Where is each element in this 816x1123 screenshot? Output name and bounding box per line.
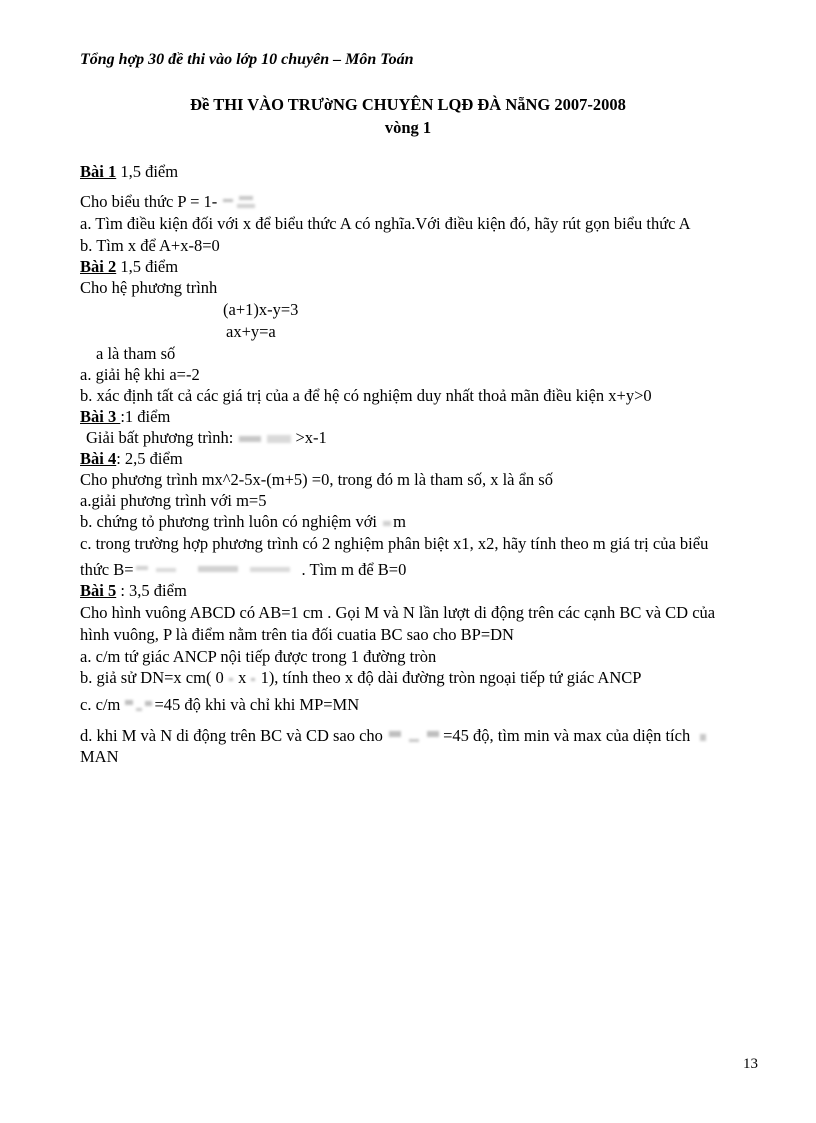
bai4-heading: [80, 449, 183, 469]
bai5-d: [80, 726, 708, 746]
leq-symbol-image: [250, 671, 256, 687]
bai5-c: [80, 695, 359, 715]
bai2-b: b. xác định tất cả các giá trị của a để hệ có nghiệm duy nhất thoả mãn điều kiện x+y>0: [80, 386, 652, 405]
formula-image: [237, 431, 295, 447]
bai5-label: Bài 5: [80, 581, 117, 600]
bai4-c2-tail: . Tìm m để B=0: [301, 560, 407, 579]
bai4-c1: c. trong trường hợp phương trình có 2 nghiệm phân biệt x1, x2, hãy tính theo m giá trị của biểu: [80, 534, 709, 553]
bai3-intro-text: Giải bất phương trình:: [86, 428, 238, 447]
bai3-label: Bài 3: [80, 407, 121, 426]
bai5-d-text: d. khi M và N di động trên BC và CD sao cho: [80, 726, 388, 745]
bai2-intro: Cho hệ phương trình: [80, 278, 218, 297]
exam-round: vòng 1: [384, 118, 432, 137]
bai4-c2-text: thức B=: [80, 560, 134, 579]
bai4-c2: [80, 560, 406, 580]
triangle-symbol-image: [694, 729, 708, 745]
bai1-b: b. Tìm x để A+x-8=0: [80, 236, 220, 255]
document-header: Tổng hợp 30 đề thi vào lớp 10 chuyên – Môn Toán: [80, 51, 414, 68]
bai3-intro: [86, 428, 327, 448]
exam-title: Đề THI VÀO TRƯờNG CHUYÊN LQĐ ĐÀ NẵNG 2007-2008: [190, 95, 626, 114]
bai3-heading: [80, 407, 170, 427]
bai5-b-text: b. giả sử DN=x cm( 0: [80, 668, 228, 687]
bai5-intro1: Cho hình vuông ABCD có AB=1 cm . Gọi M và N lần lượt di động trên các cạnh BC và CD của: [80, 603, 716, 622]
bai2-eq1: (a+1)x-y=3: [223, 300, 299, 319]
bai4-intro: Cho phương trình mx^2-5x-(m+5) =0, trong đó m là tham số, x là ẩn số: [80, 470, 553, 489]
bai2-param: a là tham số: [96, 344, 176, 363]
bai3-points: :1 điểm: [120, 407, 171, 426]
bai1-intro-text: Cho biểu thức P = 1-: [80, 192, 222, 211]
page-number: 13: [743, 1056, 758, 1072]
bai5-d-cont: MAN: [80, 747, 119, 766]
bai5-points: : 3,5 điểm: [116, 581, 187, 600]
bai5-d-mid: =45 độ, tìm min và max của diện tích: [443, 726, 695, 745]
leq-symbol-image: [228, 671, 234, 687]
formula-image: [221, 195, 259, 211]
bai4-b-tail: m: [393, 512, 406, 531]
bai4-label: Bài 4: [80, 449, 117, 468]
bai2-points: 1,5 điểm: [116, 257, 179, 276]
bai5-b: [80, 668, 641, 688]
bai4-a: a.giải phương trình với m=5: [80, 491, 267, 510]
bai5-heading: [80, 581, 187, 601]
bai1-intro: [80, 192, 259, 212]
bai1-points: 1,5 điểm: [116, 162, 179, 181]
bai4-points: : 2,5 điểm: [116, 449, 183, 468]
bai5-intro2: hình vuông, P là điểm nằm trên tia đối cuatia BC sao cho BP=DN: [80, 625, 514, 644]
bai4-b: [80, 512, 406, 532]
forall-symbol-image: [381, 515, 393, 531]
angle-formula-image: [387, 729, 443, 745]
bai4-b-text: b. chứng tỏ phương trình luôn có nghiệm với: [80, 512, 382, 531]
angle-formula-image: [124, 698, 154, 714]
bai5-b-var: x: [233, 668, 251, 687]
bai2-label: Bài 2: [80, 257, 117, 276]
bai1-label: Bài 1: [80, 162, 117, 181]
formula-image: [134, 563, 302, 579]
bai1-a: a. Tìm điều kiện đối với x để biểu thức A có nghĩa.Với điều kiện đó, hãy rút gọn biểu thức A: [80, 214, 691, 233]
bai5-b-tail: 1), tính theo x độ dài đường tròn ngoại tiếp tứ giác ANCP: [256, 668, 642, 687]
bai3-tail: >x-1: [295, 428, 327, 447]
bai5-a: a. c/m tứ giác ANCP nội tiếp được trong 1 đường tròn: [80, 647, 437, 666]
bai1-heading: [80, 162, 178, 182]
bai2-a: a. giải hệ khi a=-2: [80, 365, 200, 384]
bai5-c-text: c. c/m: [80, 695, 125, 714]
bai2-heading: [80, 257, 178, 277]
bai2-eq2: ax+y=a: [226, 322, 276, 341]
bai5-c-tail: =45 độ khi và chỉ khi MP=MN: [154, 695, 360, 714]
